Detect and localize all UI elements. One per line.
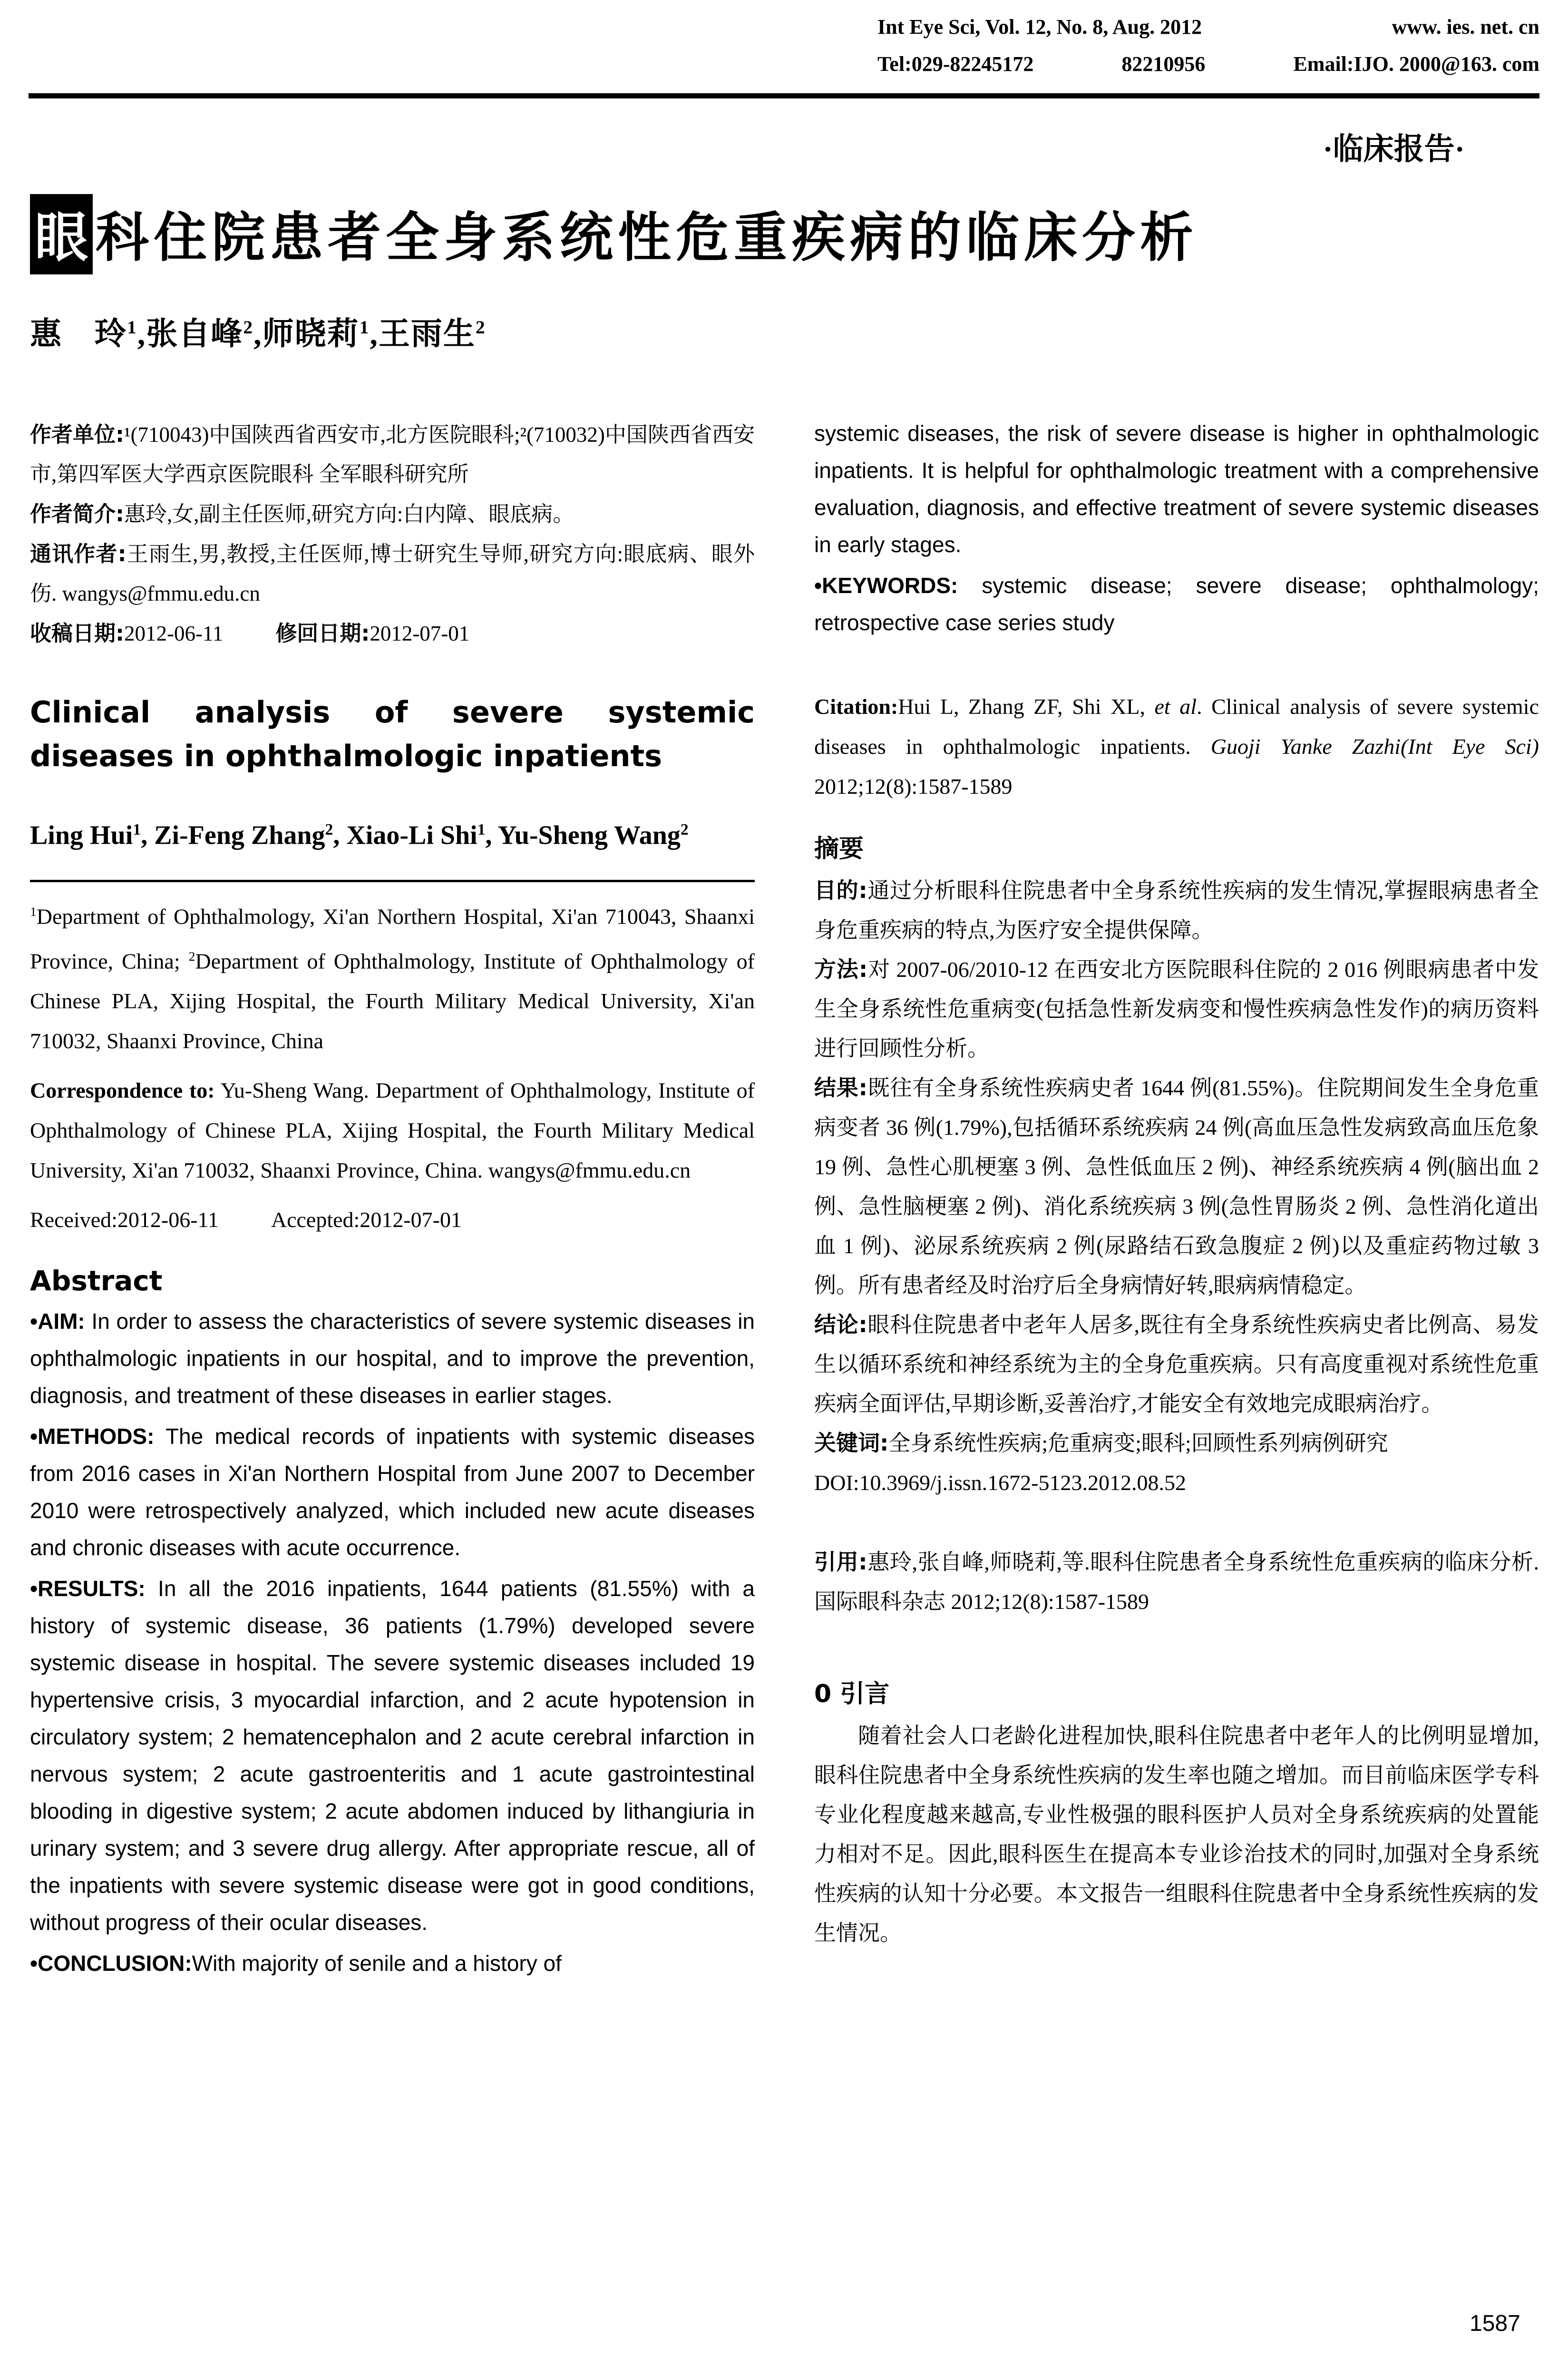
dates-cn: [30, 614, 755, 653]
conclusion-bullet: •: [30, 1951, 38, 1976]
affiliation-en-sup1: 1: [30, 904, 37, 919]
author-cn-2-sup: 2: [243, 317, 254, 338]
objective-label-cn: 目的:: [814, 877, 867, 903]
methods-label-cn: 方法:: [814, 956, 868, 982]
section-badge: ·临床报告·: [1323, 132, 1465, 166]
author-en-1: Ling Hui: [30, 820, 133, 850]
author-en-2-sup: 2: [325, 821, 333, 838]
boxed-first-char: 眼: [30, 194, 93, 274]
objective-text-cn: 通过分析眼科住院患者中全身系统性疾病的发生情况,掌握眼病患者全身危重疾病的特点,为医疗安全提供保障。: [814, 878, 1539, 942]
corresponding-author-cn: [30, 534, 755, 614]
conclusion-text-cn: 眼科住院患者中老年人居多,既往有全身系统性疾病史者比例高、易发生以循环系统和神经系统为主的全身危重疾病。只有高度重视对系统性危重疾病全面评估,早期诊断,妥善治疗,才能安全有效地完成眼病治疗。: [814, 1313, 1539, 1416]
journal-email: Email:IJO. 2000@163. com: [1293, 52, 1539, 76]
correspondence-label-en: Correspondence to:: [30, 1078, 215, 1103]
aim-label: AIM:: [38, 1309, 85, 1334]
citation-label: Citation:: [814, 694, 898, 719]
abstract-results: [30, 1570, 755, 1941]
citation-text-cn: 惠玲,张自峰,师晓莉,等.眼科住院患者全身系统性危重疾病的临床分析.国际眼科杂志 2012;12(8):1587-1589: [814, 1550, 1539, 1614]
citation-journal: Guoji Yanke Zazhi(Int Eye Sci): [1210, 734, 1539, 759]
left-column: [30, 415, 755, 1982]
affiliation-en-text2: Department of Ophthalmology, Institute of Ophthalmology of Chinese PLA, Xijing Hospital, the Fourth Military Medical University, Xi'an 710032, Shaanxi Province, China: [30, 949, 755, 1053]
page-number: 1587: [1470, 2311, 1520, 2336]
received-date-en: 2012-06-11: [117, 1208, 219, 1232]
keywords-text-cn: 全身系统性疾病;危重病变;眼科;回顾性系列病例研究: [888, 1431, 1388, 1455]
doi: DOI:10.3969/j.issn.1672-5123.2012.08.52: [814, 1471, 1186, 1495]
received-label-cn: 收稿日期:: [30, 621, 124, 646]
affiliation-divider-rule: [30, 880, 755, 882]
aim-text: In order to assess the characteristics of severe systemic diseases in ophthalmologic inpatients in our hospital, and to improve the prevention, diagnosis, and treatment of these diseases in earlier stages.: [30, 1309, 755, 1408]
abstract-methods: [30, 1418, 755, 1566]
author-cn-2: ,张自峰: [137, 317, 243, 351]
authors-en: [30, 808, 755, 858]
abstract-conclusion-continuation: systemic diseases, the risk of severe disease is higher in ophthalmologic inpatients. It is helpful for ophthalmologic treatment with a comprehensive evaluation, diagnosis, and effective treatment of severe systemic diseases in early stages.: [814, 421, 1539, 557]
author-en-1-sup: 1: [133, 821, 141, 838]
conclusion-text-start: With majority of senile and a history of: [192, 1951, 562, 1976]
correspondence-text-en: Yu-Sheng Wang. Department of Ophthalmology, Institute of Ophthalmology of Chinese PLA, Xijing Hospital, the Fourth Military Medical University, Xi'an 710032, Shaanxi Province, China. wangys@fmmu.edu.cn: [30, 1078, 755, 1183]
author-en-2: , Zi-Feng Zhang: [141, 820, 325, 850]
author-bio-cn: [30, 494, 755, 534]
citation-seg1: Hui L, Zhang ZF, Shi XL,: [898, 694, 1155, 719]
article-title-cn: [30, 194, 1539, 274]
abstract-heading-cn: 摘要: [814, 835, 864, 863]
keywords-text-en: systemic disease; severe disease; ophthalmology; retrospective case series study: [814, 573, 1539, 635]
abstract-aim: [30, 1303, 755, 1414]
abstract-cn-conclusion: [814, 1305, 1539, 1423]
abstract-conclusion-start: [30, 1945, 755, 1982]
author-affiliation-cn: [30, 415, 755, 494]
results-bullet: •: [30, 1576, 38, 1601]
received-label-en: Received:: [30, 1208, 117, 1232]
revised-date-cn: 2012-07-01: [370, 622, 470, 645]
author-cn-4-sup: 2: [475, 317, 486, 338]
keywords-bullet: •: [814, 573, 822, 598]
affiliation-label: 作者单位:: [30, 422, 125, 447]
abstract-cn-methods: [814, 950, 1539, 1068]
journal-header: [877, 9, 1539, 83]
journal-tel2: 82210956: [1121, 52, 1206, 76]
affiliations-en: [30, 892, 755, 1062]
journal-issue-info: Int Eye Sci, Vol. 12, No. 8, Aug. 2012: [877, 15, 1202, 39]
citation-seg3: . Clinical analysis of severe systemic diseases in ophthalmologic inpatients.: [814, 694, 1539, 759]
author-cn-3-sup: 1: [359, 317, 370, 338]
results-text: In all the 2016 inpatients, 1644 patients (81.55%) with a history of systemic disease, 36 patients (1.79%) developed severe systemic disease in hospital. The severe systemic diseases included 19 hypertensive crisis, 3 myocardial infarction, and 2 acute hypotension in circulatory system; 2 hematencephalon and 2 acute cerebral infarction in nervous system; 2 acute gastroenteritis and 1 acute gastrointestinal blooding in digestive system; 2 acute abdomen induced by lithangiuria in urinary system; and 3 severe drug allergy. After appropriate rescue, all of the inpatients with severe systemic disease were got in good conditions, without progress of their ocular diseases.: [30, 1576, 755, 1935]
right-column: [814, 415, 1539, 1953]
affiliation-en-text1: Department of Ophthalmology, Xi'an Northern Hospital, Xi'an 710043, Shaanxi Province, China;: [30, 904, 755, 974]
conclusion-label: CONCLUSION:: [38, 1951, 192, 1976]
citation-label-cn: 引用:: [814, 1549, 867, 1575]
aim-bullet: •: [30, 1309, 38, 1334]
keywords-cn: [814, 1423, 1539, 1463]
bio-text: 惠玲,女,副主任医师,研究方向:白内障、眼底病。: [124, 502, 575, 526]
affiliation-en-sup2: 2: [188, 948, 195, 964]
affiliation-text: ¹(710043)中国陕西省西安市,北方医院眼科;²(710032)中国陕西省西安市,第四军医大学西京医院眼科 全军眼科研究所: [30, 423, 755, 486]
introduction-heading: 0 引言: [814, 1680, 890, 1708]
author-en-3-sup: 1: [477, 821, 486, 838]
results-label: RESULTS:: [38, 1576, 146, 1601]
introduction-paragraph: 随着社会人口老龄化进程加快,眼科住院患者中老年人的比例明显增加,眼科住院患者中全身系统性疾病的发生率也随之增加。而目前临床医学专科专业化程度越来越高,专业性极强的眼科医护人员对全身系统疾病的处置能力相对不足。因此,眼科医生在提高本专业诊治技术的同时,加强对全身系统性疾病的认知十分必要。本文报告一组眼科住院患者中全身系统性疾病的发生情况。: [814, 1724, 1539, 1945]
results-text-cn: 既往有全身系统性疾病史者 1644 例(81.55%)。住院期间发生全身危重病变者 36 例(1.79%),包括循环系统疾病 24 例(高血压急性发病致高血压危象 19 例、急性心肌梗塞 3 例、急性低血压 2 例)、神经系统疾病 4 例(脑出血 2 例、急性脑梗塞 2 例)、消化系统疾病 3 例(急性胃肠炎 2 例、急性消化道出血 1 例)、泌尿系统疾病 2 例(尿路结石致急腹症 2 例)以及重症药物过敏 3 例。所有患者经及时治疗后全身病情好转,眼病病情稳定。: [814, 1076, 1539, 1297]
correspondence-label-cn: 通讯作者:: [30, 541, 127, 566]
keywords-label-en: KEYWORDS:: [822, 573, 958, 598]
methods-text: The medical records of inpatients with systemic diseases from 2016 cases in Xi'an Northern Hospital from June 2007 to December 2010 were retrospectively analyzed, which included new acute diseases and chronic diseases with acute occurrence.: [30, 1424, 755, 1560]
author-en-4-sup: 2: [680, 821, 689, 838]
accepted-date-en: 2012-07-01: [360, 1208, 462, 1232]
article-title-cn-rest: 科住院患者全身系统性危重疾病的临床分析: [96, 207, 1198, 269]
journal-header-line2: [877, 46, 1539, 83]
abstract-keywords-en: [814, 567, 1539, 641]
methods-label: METHODS:: [38, 1424, 155, 1449]
author-cn-1-sup: 1: [127, 317, 137, 338]
abstract-cn-results: [814, 1068, 1539, 1305]
article-title-en: Clinical analysis of severe systemic diseases in ophthalmologic inpatients: [30, 695, 755, 773]
citation-etal: et al: [1154, 694, 1197, 719]
author-en-3: , Xiao-Li Shi: [333, 820, 477, 850]
author-cn-4: ,王雨生: [370, 317, 476, 351]
dates-en: [30, 1200, 755, 1240]
accepted-label-en: Accepted:: [271, 1208, 360, 1232]
keywords-label-cn: 关键词:: [814, 1430, 889, 1456]
journal-header-line1: [877, 9, 1539, 46]
bio-label: 作者简介:: [30, 501, 124, 526]
journal-website: www. ies. net. cn: [1392, 15, 1539, 39]
methods-text-cn: 对 2007-06/2010-12 在西安北方医院眼科住院的 2 016 例眼病患者中发生全身系统性危重病变(包括急性新发病变和慢性疾病急性发作)的病历资料进行回顾性分析。: [814, 957, 1539, 1061]
citation-cn: [814, 1542, 1539, 1621]
author-en-4: , Yu-Sheng Wang: [485, 820, 681, 850]
abstract-heading-en: Abstract: [30, 1265, 163, 1297]
citation-en: [814, 687, 1539, 807]
methods-bullet: •: [30, 1424, 38, 1449]
correspondence-text-cn: 王雨生,男,教授,主任医师,博士研究生导师,研究方向:眼底病、眼外伤. wangys@fmmu.edu.cn: [30, 542, 755, 605]
journal-tel: Tel:029-82245172: [877, 52, 1034, 76]
authors-cn: [30, 308, 1539, 353]
author-cn-1: 惠 玲: [30, 317, 127, 351]
author-cn-3: ,师晓莉: [253, 317, 360, 351]
revised-label-cn: 修回日期:: [275, 621, 370, 646]
citation-seg5: 2012;12(8):1587-1589: [814, 774, 1013, 799]
correspondence-en: [30, 1071, 755, 1190]
conclusion-label-cn: 结论:: [814, 1312, 867, 1337]
received-date-cn: 2012-06-11: [124, 622, 224, 645]
results-label-cn: 结果:: [814, 1075, 867, 1101]
header-divider-rule: [29, 93, 1539, 98]
abstract-cn-objective: [814, 871, 1539, 950]
